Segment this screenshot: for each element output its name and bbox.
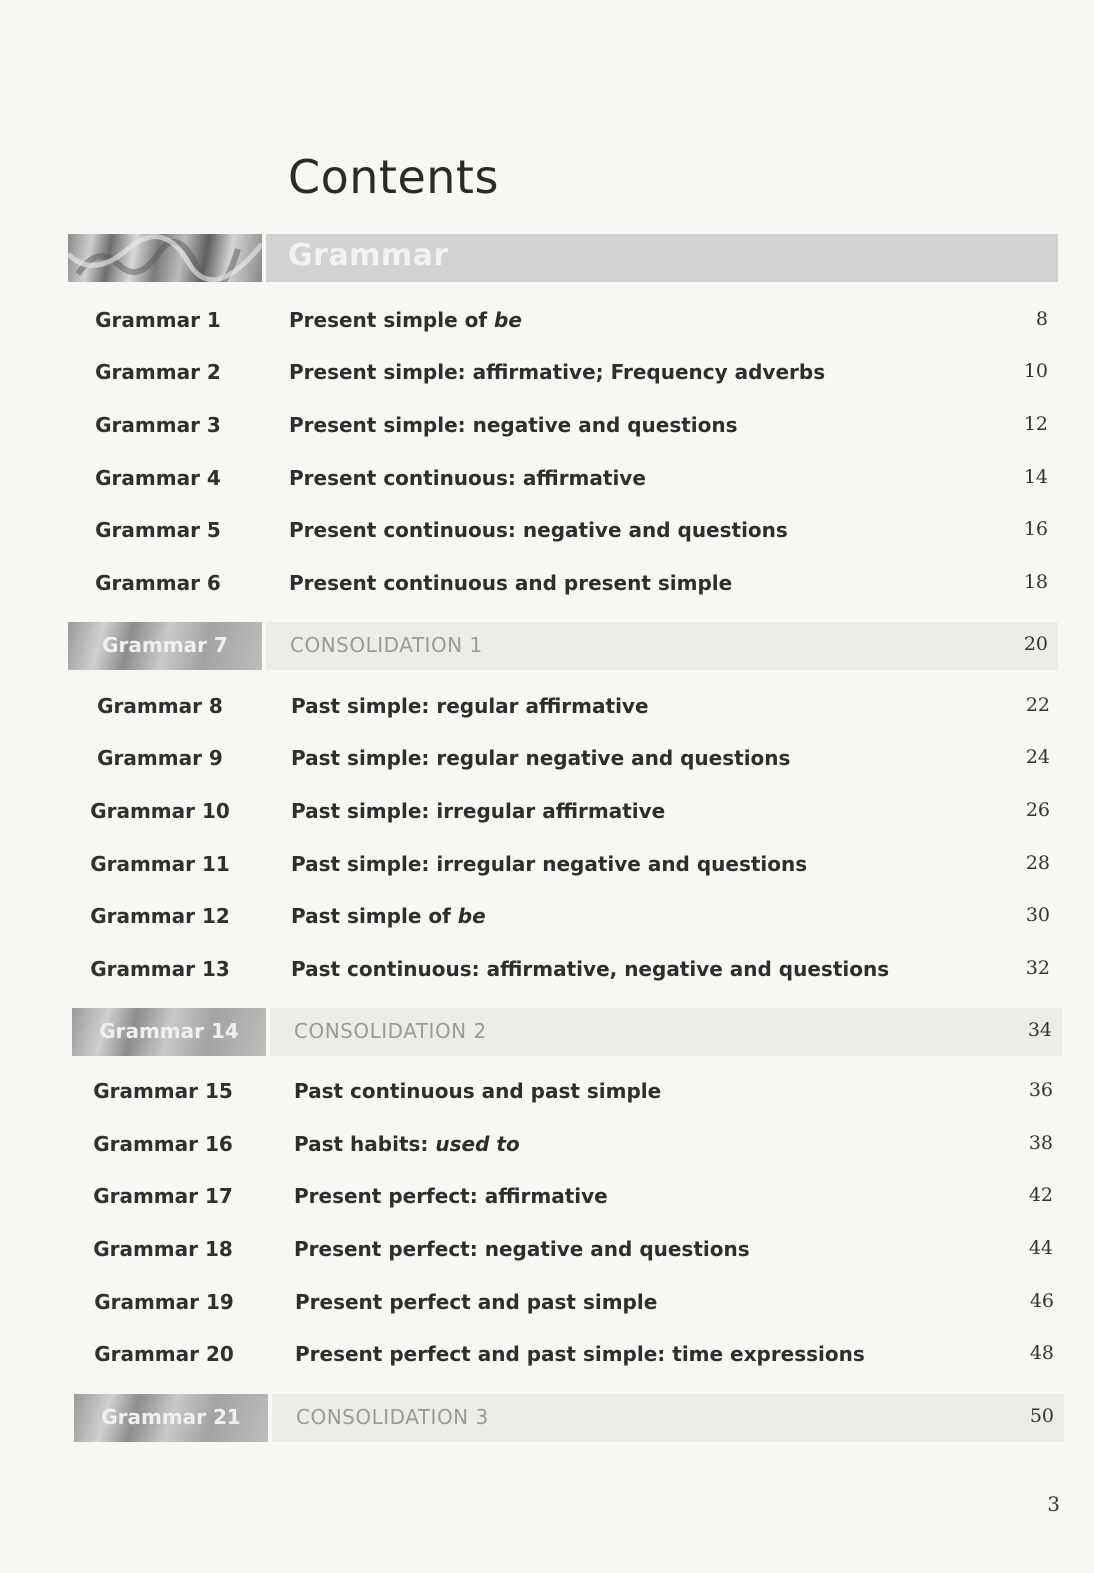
toc-row	[70, 686, 1060, 726]
unit-topic	[289, 571, 732, 595]
unit-page: 46	[1029, 1290, 1054, 1312]
unit-page: 18	[1023, 571, 1048, 593]
unit-label: Grammar 2	[95, 360, 221, 384]
unit-topic	[291, 852, 807, 876]
consolidation-row	[74, 1394, 1064, 1442]
unit-topic	[294, 1079, 661, 1103]
toc-row	[68, 510, 1058, 550]
toc-row	[70, 738, 1060, 778]
consolidation-row	[72, 1008, 1062, 1056]
section-photo	[68, 234, 262, 282]
unit-page: 20	[1023, 633, 1048, 655]
unit-label: Grammar 20	[94, 1342, 234, 1366]
unit-page: 10	[1023, 360, 1048, 382]
unit-topic	[291, 904, 486, 928]
unit-page: 12	[1023, 413, 1048, 435]
topic-text: Present continuous: affirmative	[289, 466, 646, 490]
toc-row	[73, 1229, 1063, 1269]
unit-label: Grammar 13	[90, 957, 230, 981]
topic-italic: used to	[435, 1132, 520, 1156]
unit-page: 8	[1035, 308, 1048, 330]
unit-label: Grammar 9	[97, 746, 223, 770]
unit-page: 30	[1025, 904, 1050, 926]
topic-text: Present continuous: negative and questions	[289, 518, 788, 542]
topic-text: Past simple of	[291, 904, 458, 928]
unit-topic	[294, 1184, 608, 1208]
unit-page: 42	[1028, 1184, 1053, 1206]
toc-row	[73, 1124, 1063, 1164]
unit-label: Grammar 7	[102, 633, 228, 657]
unit-label: Grammar 18	[93, 1237, 233, 1261]
unit-topic: CONSOLIDATION 2	[294, 1019, 487, 1043]
unit-page: 38	[1028, 1132, 1053, 1154]
unit-page: 36	[1028, 1079, 1053, 1101]
unit-topic	[291, 746, 790, 770]
unit-label: Grammar 6	[95, 571, 221, 595]
toc-row	[73, 1176, 1063, 1216]
unit-label: Grammar 11	[90, 852, 230, 876]
page-title: Contents	[288, 150, 499, 204]
topic-text: Past continuous and past simple	[294, 1079, 662, 1103]
unit-page: 50	[1029, 1405, 1054, 1427]
unit-page: 44	[1028, 1237, 1053, 1259]
topic-text: Present simple: affirmative; Frequency adverbs	[289, 360, 826, 384]
unit-page: 32	[1025, 957, 1050, 979]
page-number: 3	[1047, 1492, 1060, 1516]
unit-topic	[291, 957, 889, 981]
toc-row	[68, 458, 1058, 498]
topic-text: Past habits:	[294, 1132, 436, 1156]
unit-topic	[289, 518, 788, 542]
topic-text: Present simple: negative and questions	[289, 413, 738, 437]
toc-row	[70, 896, 1060, 936]
unit-page: 22	[1025, 694, 1050, 716]
topic-text: Present perfect: negative and questions	[294, 1237, 750, 1261]
topic-text: Past simple: irregular affirmative	[291, 799, 666, 823]
toc-row	[70, 844, 1060, 884]
unit-page: 48	[1029, 1342, 1054, 1364]
unit-label: Grammar 1	[95, 308, 221, 332]
topic-italic: be	[457, 904, 486, 928]
unit-label: Grammar 3	[95, 413, 221, 437]
toc-row	[73, 1071, 1063, 1111]
topic-text: Present perfect and past simple	[295, 1290, 658, 1314]
consolidation-row	[68, 622, 1058, 670]
section-label: Grammar	[288, 238, 449, 273]
unit-label: Grammar 12	[90, 904, 230, 928]
unit-topic: CONSOLIDATION 1	[290, 633, 483, 657]
topic-text: Past simple: regular affirmative	[291, 694, 649, 718]
toc-row	[68, 405, 1058, 445]
topic-italic: be	[494, 308, 522, 332]
unit-page: 28	[1025, 852, 1050, 874]
unit-label: Grammar 17	[93, 1184, 233, 1208]
unit-topic	[291, 799, 665, 823]
unit-topic	[294, 1237, 750, 1261]
toc-row	[74, 1334, 1064, 1374]
unit-label: Grammar 16	[93, 1132, 233, 1156]
unit-page: 16	[1023, 518, 1048, 540]
unit-label: Grammar 21	[101, 1405, 241, 1429]
toc-row	[74, 1282, 1064, 1322]
topic-text: Past simple: regular negative and questions	[291, 746, 791, 770]
unit-label: Grammar 4	[95, 466, 221, 490]
unit-label: Grammar 14	[99, 1019, 239, 1043]
unit-topic	[289, 413, 738, 437]
topic-text: Present simple of	[289, 308, 495, 332]
toc-row	[68, 563, 1058, 603]
toc-row	[68, 352, 1058, 392]
unit-page: 26	[1025, 799, 1050, 821]
unit-label: Grammar 8	[97, 694, 223, 718]
toc-row	[70, 949, 1060, 989]
unit-topic	[295, 1342, 865, 1366]
section-header	[68, 234, 1058, 282]
topic-text: Past continuous: affirmative, negative and questions	[291, 957, 890, 981]
unit-topic: CONSOLIDATION 3	[296, 1405, 489, 1429]
unit-topic	[289, 466, 646, 490]
unit-page: 24	[1025, 746, 1050, 768]
topic-text: Past simple: irregular negative and questions	[291, 852, 808, 876]
toc-row	[68, 300, 1058, 340]
topic-text: Present perfect and past simple: time expressions	[295, 1342, 865, 1366]
toc-row	[70, 791, 1060, 831]
unit-page: 34	[1027, 1019, 1052, 1041]
unit-label: Grammar 19	[94, 1290, 234, 1314]
topic-text: Present perfect: affirmative	[294, 1184, 608, 1208]
unit-label: Grammar 5	[95, 518, 221, 542]
unit-label: Grammar 10	[90, 799, 230, 823]
unit-page: 14	[1023, 466, 1048, 488]
unit-topic	[289, 360, 825, 384]
unit-topic	[294, 1132, 520, 1156]
unit-topic	[291, 694, 649, 718]
unit-topic	[289, 308, 522, 332]
unit-label: Grammar 15	[93, 1079, 233, 1103]
topic-text: Present continuous and present simple	[289, 571, 733, 595]
unit-topic	[295, 1290, 657, 1314]
